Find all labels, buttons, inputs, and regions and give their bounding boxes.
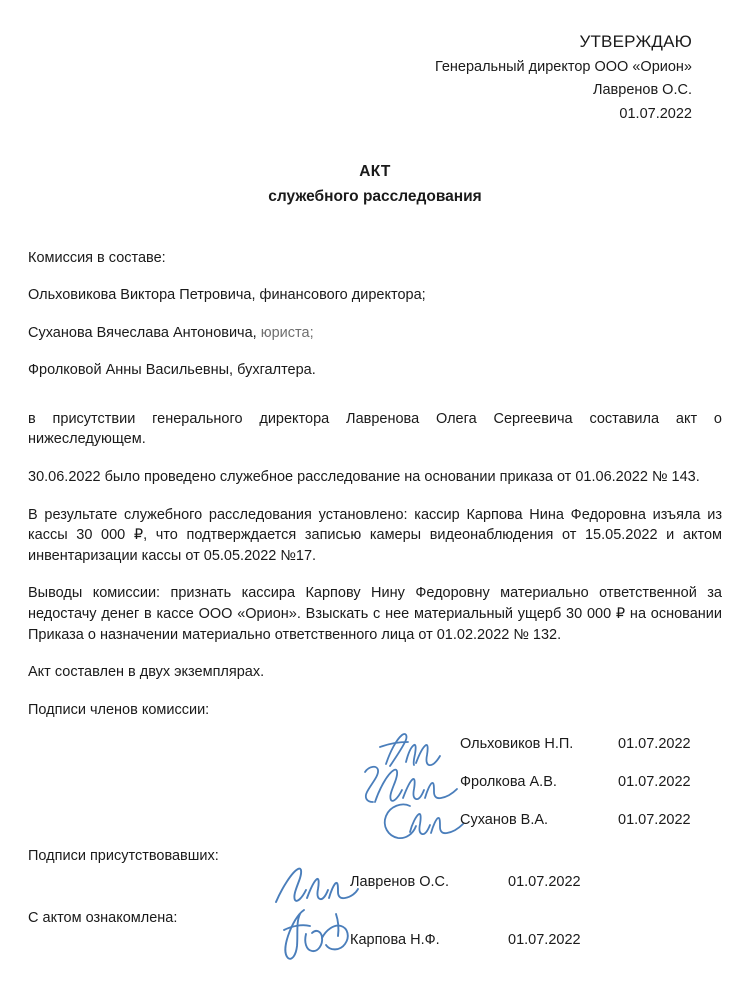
paragraph-result: В результате служебного расследования установлено: кассир Карпова Нина Федоровна изъяла из кассы 30 000 ₽, что подтверждается записью камеры видеонаблюдения от 15.05.2022 и актом инвентаризации кассы от 05.05.2022 №17. [28, 506, 722, 564]
commission-member-2 [28, 323, 722, 344]
signature-group-members [28, 728, 722, 844]
signature-date-olhovikov: 01.07.2022 [618, 736, 691, 753]
signature-ink-suhanov [380, 798, 466, 844]
commission-member-3: Фролковой Анны Васильевны, бухгалтера. [28, 362, 316, 379]
signature-date-karpova: 01.07.2022 [508, 932, 581, 949]
approval-date: 01.07.2022 [619, 105, 692, 122]
signature-ink-frolkova [361, 762, 461, 808]
signature-ink-lavrenov [268, 864, 360, 908]
signature-name-suhanov: Суханов В.А. [460, 812, 549, 829]
doc-title-main: АКТ [359, 162, 391, 180]
signature-name-karpova: Карпова Н.Ф. [350, 932, 440, 949]
document-body [28, 248, 722, 987]
signature-ink-olhovikov [376, 730, 446, 774]
signature-name-frolkova: Фролкова А.В. [460, 774, 557, 791]
signatures-acknowledged-label: С актом ознакомлена: [28, 910, 178, 927]
signature-date-suhanov: 01.07.2022 [618, 812, 691, 829]
commission-member-1: Ольховикова Виктора Петровича, финансового директора; [28, 287, 426, 304]
signature-row-karpova [350, 930, 581, 951]
paragraph-presence: в присутствии генерального директора Лавренова Олега Сергеевича составила акт о нижеследующем. [28, 410, 722, 448]
paragraph-investigation: 30.06.2022 было проведено служебное расследование на основании приказа от 01.06.2022 № 143. [28, 469, 700, 486]
spacer [28, 398, 722, 409]
signature-row-lavrenov [350, 872, 581, 893]
signature-date-lavrenov: 01.07.2022 [508, 874, 581, 891]
page-title [28, 160, 722, 210]
signature-name-lavrenov: Лавренов О.С. [350, 874, 450, 891]
commission-member-2-role: юриста; [256, 324, 314, 341]
commission-member-2-name: Суханова Вячеслава Антоновича, [28, 324, 257, 341]
signature-name-olhovikov: Ольховиков Н.П. [460, 736, 574, 753]
signatures-attendees-label: Подписи присутствовавших: [28, 848, 219, 865]
approval-heading: УТВЕРЖДАЮ [579, 32, 692, 51]
paragraph-copies: Акт составлен в двух экземплярах. [28, 664, 265, 681]
paragraph-conclusion: Выводы комиссии: признать кассира Карпову Нину Федоровну материально ответственной за недостачу денег в кассе ООО «Орион». Взыскать с нее материальный ущерб 30 000 ₽ на основании Приказа о назначении материально ответственного лица от 01.02.2022 № 132. [28, 585, 722, 643]
signature-group-attendees [28, 846, 722, 986]
signature-date-frolkova: 01.07.2022 [618, 774, 691, 791]
signatures-members-label: Подписи членов комиссии: [28, 701, 210, 718]
commission-intro: Комиссия в составе: [28, 249, 166, 266]
approval-block [28, 0, 722, 126]
signature-row-olhovikov [460, 734, 691, 755]
doc-title-sub: служебного расследования [268, 187, 482, 205]
approval-director-name: Лавренов О.С. [592, 82, 692, 99]
signature-ink-karpova [276, 904, 360, 964]
signature-row-suhanov [460, 810, 691, 831]
approval-director-line: Генеральный директор ООО «Орион» [434, 58, 692, 75]
signature-row-frolkova [460, 772, 691, 793]
